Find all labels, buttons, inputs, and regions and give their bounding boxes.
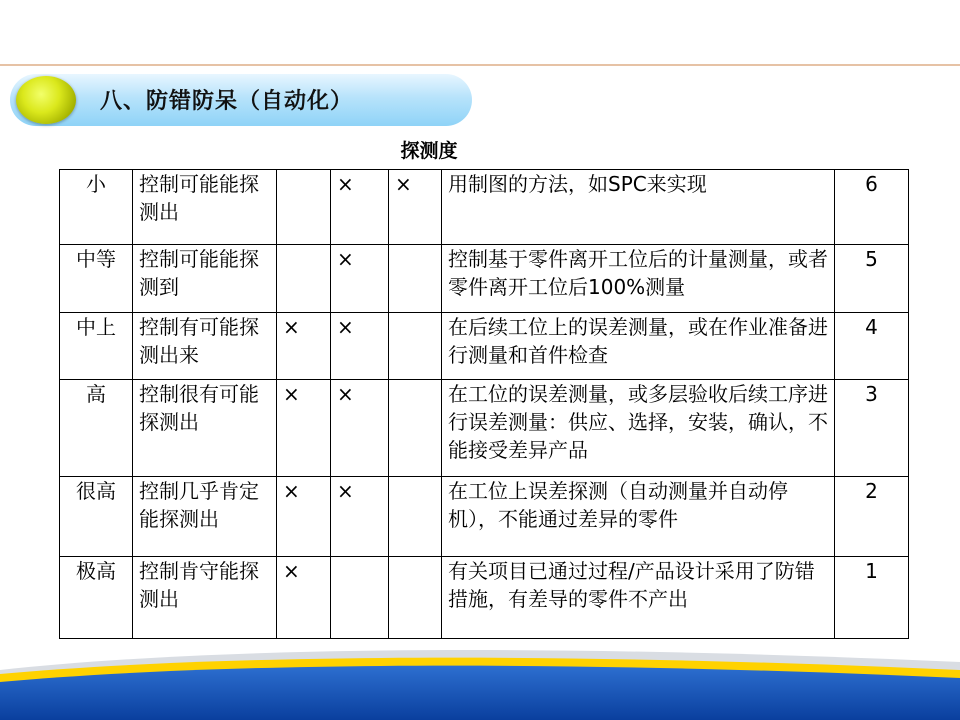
page-title: 八、防错防呆（自动化） — [100, 89, 354, 114]
level-cell: 高 — [60, 380, 133, 477]
description-cell: 有关项目已通过过程/产品设计采用了防错措施，有差导的零件不产出 — [442, 557, 835, 639]
description-cell: 控制基于零件离开工位后的计量测量，或者零件离开工位后100%测量 — [442, 245, 835, 313]
table-row — [60, 245, 909, 313]
mark-cell — [389, 245, 442, 313]
mark-cell: × — [331, 170, 389, 245]
control-cell: 控制可能能探测到 — [133, 245, 277, 313]
score-cell: 1 — [835, 557, 909, 639]
control-cell: 控制几乎肯定能探测出 — [133, 477, 277, 557]
mark-cell: × — [389, 170, 442, 245]
control-cell: 控制有可能探测出来 — [133, 313, 277, 380]
mark-cell — [389, 380, 442, 477]
table-row — [60, 477, 909, 557]
detection-rating-table — [59, 169, 909, 639]
mark-cell: × — [331, 245, 389, 313]
mark-cell: × — [331, 380, 389, 477]
description-cell: 在工位上误差探测（自动测量并自动停机），不能通过差异的零件 — [442, 477, 835, 557]
level-cell: 极高 — [60, 557, 133, 639]
score-cell: 3 — [835, 380, 909, 477]
mark-cell — [277, 245, 331, 313]
level-cell: 中上 — [60, 313, 133, 380]
description-cell: 用制图的方法，如SPC来实现 — [442, 170, 835, 245]
top-divider-line — [0, 64, 960, 66]
description-cell: 在后续工位上的误差测量，或在作业准备进行测量和首件检查 — [442, 313, 835, 380]
mark-cell: × — [277, 313, 331, 380]
mark-cell: × — [277, 380, 331, 477]
mark-cell — [389, 557, 442, 639]
table-row — [60, 557, 909, 639]
level-cell: 小 — [60, 170, 133, 245]
mark-cell — [277, 170, 331, 245]
footer-wave-decoration — [0, 640, 960, 720]
score-cell: 4 — [835, 313, 909, 380]
table-row — [60, 380, 909, 477]
control-cell: 控制肯守能探测出 — [133, 557, 277, 639]
table-row — [60, 170, 909, 245]
score-cell: 5 — [835, 245, 909, 313]
control-cell: 控制很有可能探测出 — [133, 380, 277, 477]
mark-cell — [331, 557, 389, 639]
table-row — [60, 313, 909, 380]
level-cell: 很高 — [60, 477, 133, 557]
score-cell: 2 — [835, 477, 909, 557]
mark-cell — [389, 477, 442, 557]
level-cell: 中等 — [60, 245, 133, 313]
mark-cell: × — [331, 313, 389, 380]
mark-cell — [389, 313, 442, 380]
table-caption: 探测度 — [400, 140, 458, 162]
mark-cell: × — [331, 477, 389, 557]
control-cell: 控制可能能探测出 — [133, 170, 277, 245]
description-cell: 在工位的误差测量，或多层验收后续工序进行误差测量：供应、选择，安装，确认，不能接受差异产品 — [442, 380, 835, 477]
score-cell: 6 — [835, 170, 909, 245]
mark-cell: × — [277, 557, 331, 639]
bullet-orb-icon — [16, 76, 76, 124]
mark-cell: × — [277, 477, 331, 557]
